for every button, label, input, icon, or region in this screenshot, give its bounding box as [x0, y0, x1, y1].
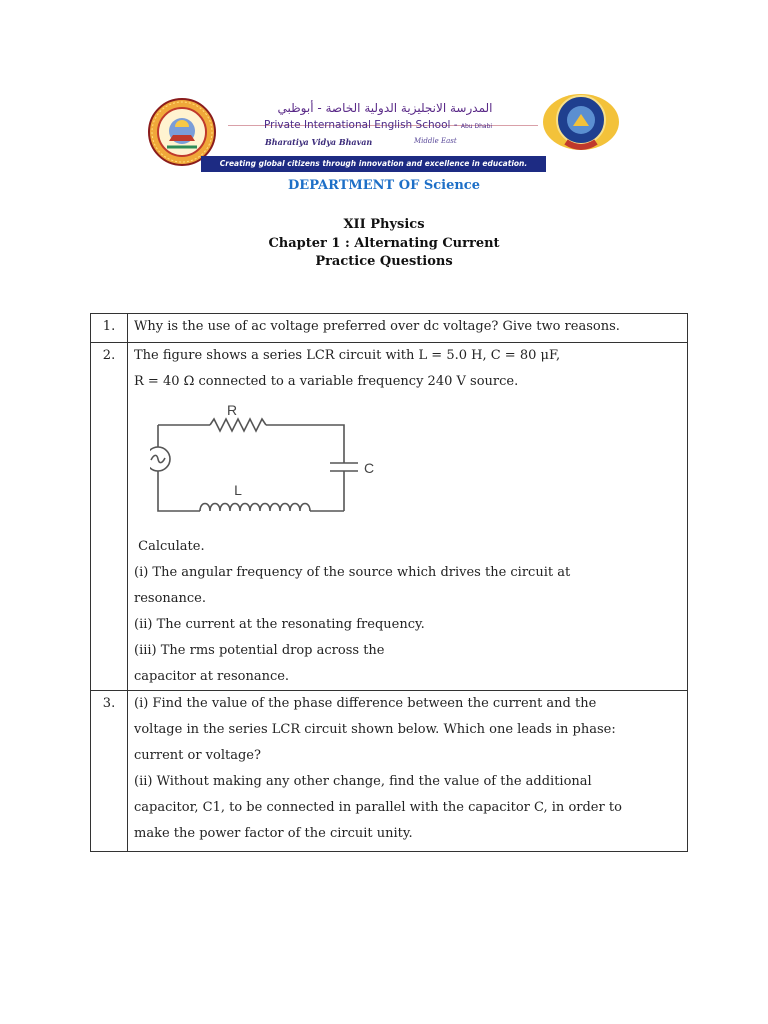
- subject-title: XII Physics: [343, 217, 425, 232]
- question-text: [128, 314, 688, 343]
- question-line: (ii) The current at the resonating frequency.: [134, 617, 425, 632]
- affiliation-text: Bharatiya Vidya Bhavan: [265, 137, 373, 147]
- question-line: R = 40 Ω connected to a variable frequency 240 V source.: [134, 374, 519, 389]
- worksheet-subtitle: Practice Questions: [315, 254, 453, 269]
- question-text: [128, 691, 688, 852]
- school-name-english: [264, 119, 492, 131]
- question-line: The figure shows a series LCR circuit with L = 5.0 H, C = 80 μF,: [134, 348, 561, 363]
- question-line: Why is the use of ac voltage preferred over dc voltage? Give two reasons.: [134, 319, 620, 334]
- question-line: Calculate.: [134, 539, 205, 554]
- worksheet-titles: [0, 216, 768, 272]
- questions-table: [90, 313, 688, 852]
- question-row-2: [91, 343, 688, 691]
- question-line: resonance.: [134, 591, 207, 606]
- question-row-3: [91, 691, 688, 852]
- school-location: Abu Dhabi: [460, 123, 493, 130]
- question-text: [128, 343, 688, 691]
- bvb-emblem-logo: [540, 92, 622, 156]
- school-name-arabic: المدرسة الانجليزية الدولية الخاصة - أبوظبي: [277, 101, 493, 115]
- question-line: (ii) Without making any other change, find the value of the additional: [134, 774, 592, 789]
- school-name-english-text: Private International English School -: [264, 119, 458, 131]
- lcr-circuit-diagram: [150, 403, 390, 528]
- inductor-label: L: [234, 482, 242, 498]
- question-line: (i) The angular frequency of the source which drives the circuit at: [134, 565, 571, 580]
- school-tagline: Creating global citizens through innovation and excellence in education.: [201, 156, 546, 172]
- question-line: capacitor, C1, to be connected in parallel with the capacitor C, in order to: [134, 800, 622, 815]
- capacitor-label: C: [364, 460, 375, 476]
- question-line: current or voltage?: [134, 748, 261, 763]
- question-line: capacitor at resonance.: [134, 669, 290, 684]
- question-line: (iii) The rms potential drop across the: [134, 643, 385, 658]
- question-row-1: [91, 314, 688, 343]
- department-title: DEPARTMENT OF Science: [288, 178, 480, 193]
- question-number: 3.: [91, 691, 128, 852]
- school-header: [140, 92, 630, 178]
- question-line: voltage in the series LCR circuit shown below. Which one leads in phase:: [134, 722, 616, 737]
- question-line: (i) Find the value of the phase difference between the current and the: [134, 696, 597, 711]
- signature-text: Middle East: [414, 137, 457, 145]
- question-line: make the power factor of the circuit unity.: [134, 826, 413, 841]
- question-number: 1.: [91, 314, 128, 343]
- question-number: 2.: [91, 343, 128, 691]
- chapter-title: Chapter 1 : Alternating Current: [268, 235, 500, 251]
- resistor-label: R: [226, 403, 238, 418]
